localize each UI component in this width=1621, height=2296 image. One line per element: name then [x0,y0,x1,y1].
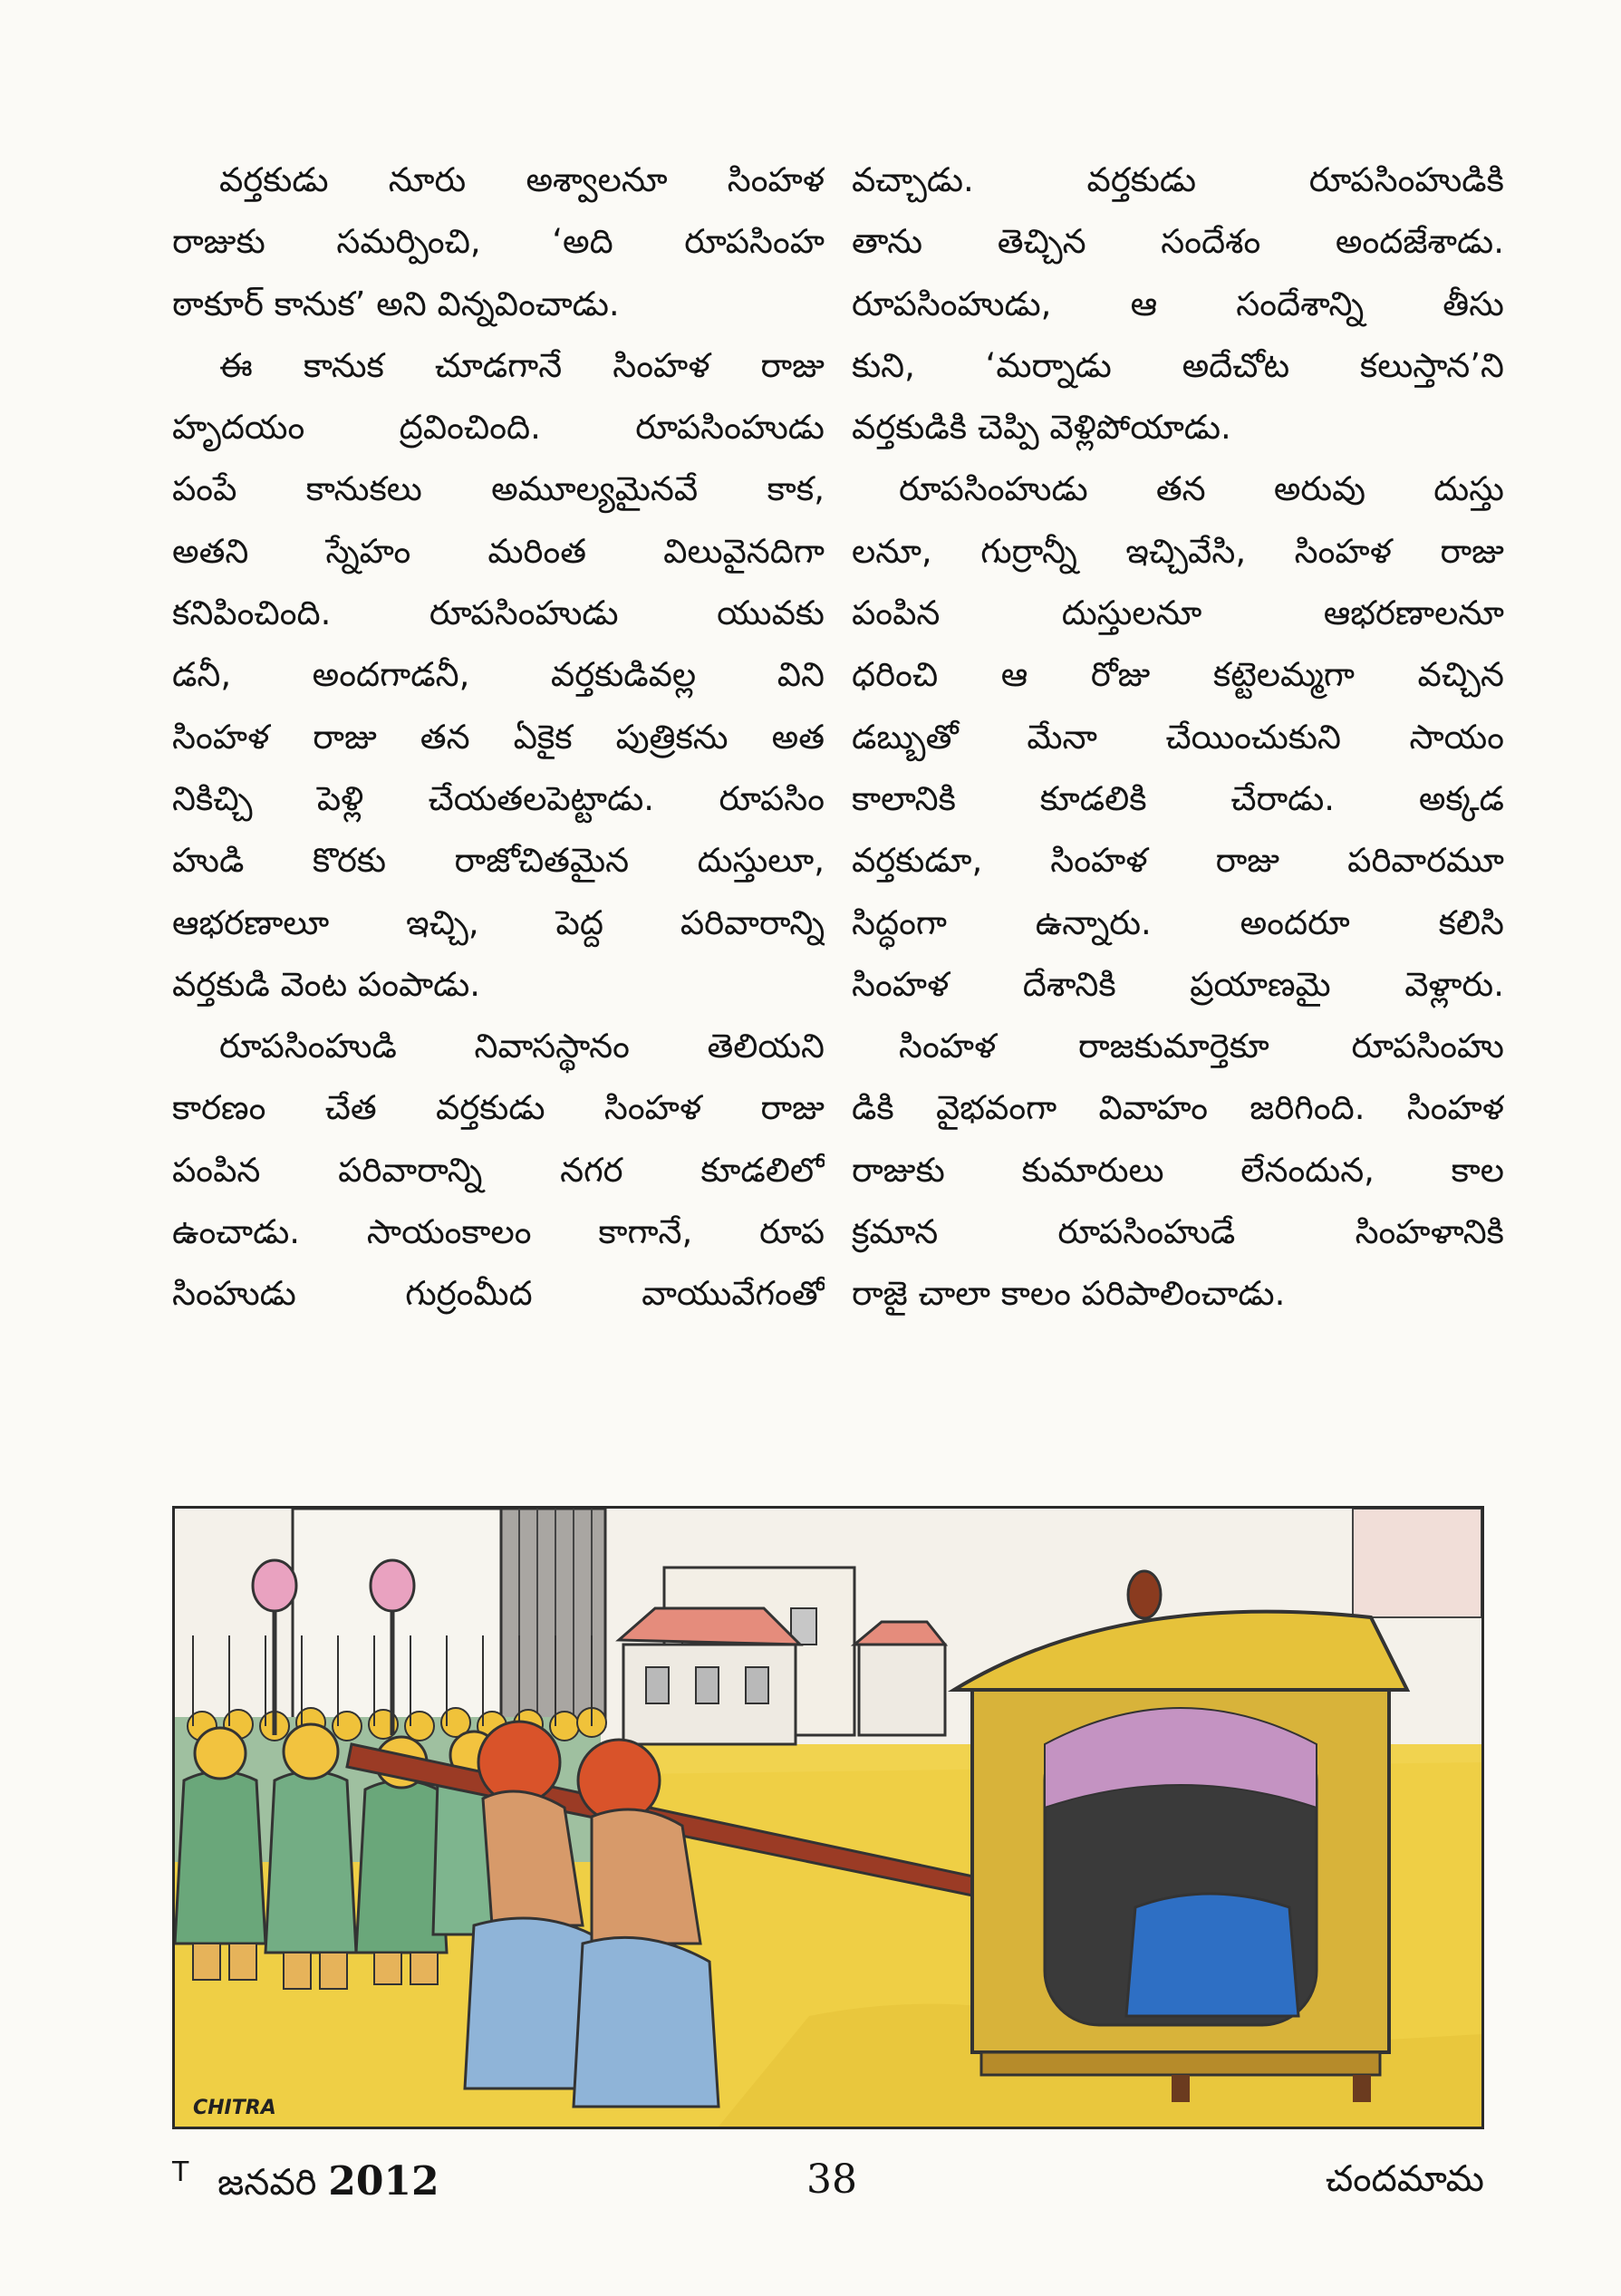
text-line: ఠాకూర్ కానుక’ అని విన్నవించాడు. [172,284,620,323]
page-number: 38 [806,2156,857,2203]
left-text-column [172,150,825,1326]
building [293,1509,501,1726]
text-line: కాలానికి కూడలికి చేరాడు. అక్కడ [852,778,1504,818]
text-line: రూపసింహుడి నివాసస్థానం తెలియని [219,1027,825,1066]
page-footer [172,2156,1484,2211]
artist-signature: CHITRA [193,2097,276,2119]
text-line: రూపసింహుడు, ఆ సందేశాన్ని తీసు [852,284,1504,323]
issue-date [217,2158,439,2213]
text-line: ఈ కానుక చూడగానే సింహళ రాజు [219,345,825,385]
text-line: హృదయం ద్రవించింది. రూపసింహుడు [172,408,825,448]
text-line: పంపిన దుస్తులనూ ఆభరణాలనూ [852,593,1504,633]
text-line: సింహళ దేశానికి ప్రయాణమై వెళ్లారు. [852,964,1504,1004]
text-line: డబ్బుతో మేనా చేయించుకుని సాయం [852,717,1504,757]
text-line: వర్తకుడి వెంట పంపాడు. [172,964,481,1004]
text-line: డనీ, అందగాడనీ, వర్తకుడివల్ల విని [172,655,825,695]
text-line: ఆభరణాలూ ఇచ్చి, పెద్ద పరివారాన్ని [172,902,825,942]
text-line: కారణం చేత వర్తకుడు సింహళ రాజు [172,1088,825,1128]
text-line: అతని స్నేహం మరింత విలువైనదిగా [172,531,825,571]
text-line: రూపసింహుడు తన అరువు దుస్తు [899,469,1504,509]
text-line: పంపే కానుకలు అమూల్యమైనవే కాక, [172,469,825,509]
text-line: వర్తకుడూ, సింహళ రాజు పరివారమూ [852,841,1504,881]
text-line: కుని, ‘మర్నాడు అదేచోట కలుస్తాన’ని [852,345,1504,385]
issue-year: 2012 [328,2158,439,2204]
issue-month: జనవరి [217,2162,317,2204]
story-illustration [172,1506,1484,2129]
text-line: వర్తకుడికి చెప్పి వెళ్లిపోయాడు. [852,408,1231,448]
text-line: రాజై చాలా కాలం పరిపాలించాడు. [852,1274,1286,1314]
text-line: లనూ, గుర్రాన్నీ ఇచ్చివేసి, సింహళ రాజు [852,531,1504,571]
text-line: రాజుకు కుమారులు లేనందున, కాల [852,1150,1504,1190]
text-line: సింహుడు గుర్రంమీద వాయువేగంతో [172,1274,825,1314]
text-line: రాజుకు సమర్పించి, ‘అది రూపసింహ [172,222,825,262]
text-line: ధరించి ఆ రోజు కట్టెలమ్మగా వచ్చిన [852,655,1504,695]
right-text-column [852,150,1504,1326]
text-line: డికి వైభవంగా వివాహం జరిగింది. సింహళ [852,1088,1504,1128]
text-line: వచ్చాడు. వర్తకుడు రూపసింహుడికి [852,160,1504,199]
text-line: క్రమాన రూపసింహుడే సింహళానికి [852,1212,1504,1252]
text-line: పంపిన పరివారాన్ని నగర కూడలిలో [172,1150,825,1190]
text-line: హుడి కొరకు రాజోచితమైన దుస్తులూ, [172,841,825,881]
text-line: కనిపించింది. రూపసింహుడు యువకు [172,593,825,633]
text-line: సింహళ రాజకుమార్తెకూ రూపసింహు [899,1027,1504,1066]
text-line: తాను తెచ్చిన సందేశం అందజేశాడు. [852,222,1504,262]
palanquin-procession-image [175,1509,1481,2127]
text-line: నికిచ్చి పెళ్లి చేయతలపెట్టాడు. రూపసిం [172,778,825,818]
text-line: సిద్ధంగా ఉన్నారు. అందరూ కలిసి [852,902,1504,942]
magazine-name: చందమామ [1325,2158,1484,2200]
text-line: ఉంచాడు. సాయంకాలం కాగానే, రూప [172,1212,825,1252]
footer-mark: T [172,2156,189,2188]
text-line: వర్తకుడు నూరు అశ్వాలనూ సింహళ [219,160,825,199]
text-line: సింహళ రాజు తన ఏకైక పుత్రికను అత [172,717,825,757]
